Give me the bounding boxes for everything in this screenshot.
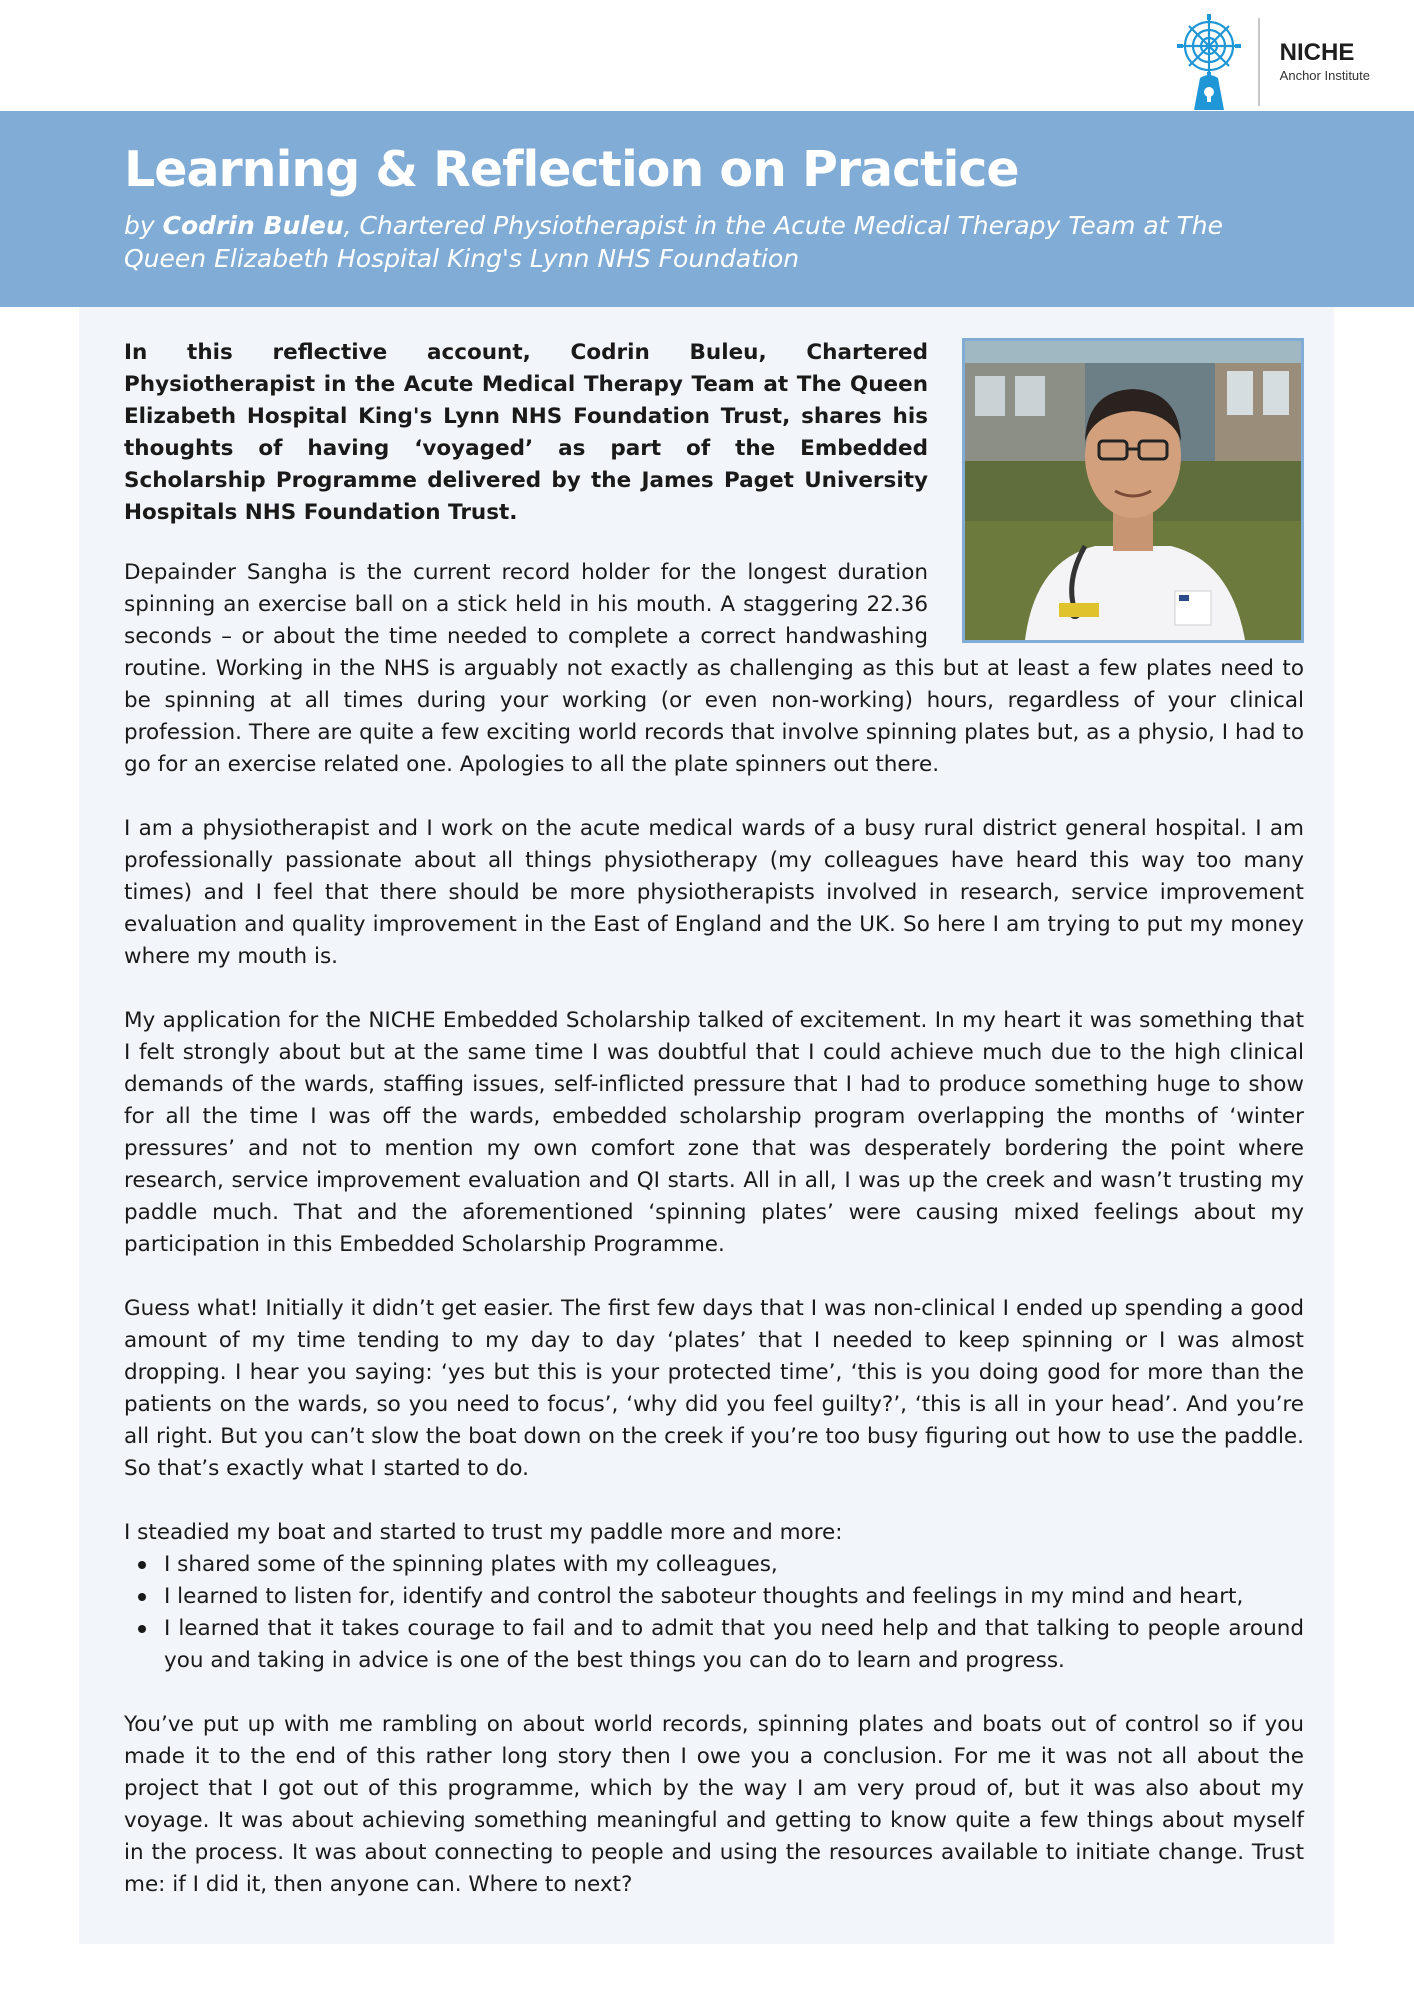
list-item: I shared some of the spinning plates with my colleagues,	[124, 1549, 1304, 1581]
page-title: Learning & Reflection on Practice	[124, 141, 1019, 198]
byline-prefix: by	[124, 211, 163, 240]
byline-role: , Chartered Physiotherapist in the Acute Medical Therapy Team at The Queen Elizabeth Hospital King's Lynn NHS Foundation	[124, 211, 1223, 273]
logo-name: NICHE	[1279, 39, 1355, 66]
list-item: I learned to listen for, identify and control the saboteur thoughts and feelings in my mind and heart,	[124, 1581, 1304, 1613]
body-paragraph-2: I am a physiotherapist and I work on the acute medical wards of a busy rural district general hospital. I am professionally passionate about all things physiotherapy (my colleagues have heard this way too many times) and I feel that there should be more physiotherapists involved in research, service improvement evaluation and quality improvement in the East of England and the UK. So here I am trying to put my money where my mouth is.	[124, 816, 1304, 969]
body-paragraph-1: Depainder Sangha is the current record holder for the longest duration spinning an exercise ball on a stick held in his mouth. A staggering 22.36 seconds – or about the time needed to complete a correct handwashing routine. Working in the NHS is arguably not exactly as challenging as this but at least a few plates need to be spinning at all times during your working (or even non-working) hours, regardless of your clinical profession. There are quite a few exciting world records that involve spinning plates but, as a physio, I had to go for an exercise related one. Apologies to all the plate spinners out there.	[124, 560, 1304, 777]
body-paragraph-3: My application for the NICHE Embedded Scholarship talked of excitement. In my heart it was something that I felt strongly about but at the same time I was doubtful that I could achieve much due to the high clinical demands of the wards, staffing issues, self-inflicted pressure that I had to produce something huge to show for all the time I was off the wards, embedded scholarship program overlapping the months of ‘winter pressures’ and not to mention my own comfort zone that was desperately bordering the point where research, service improvement evaluation and QI starts. All in all, I was up the creek and wasn’t trusting my paddle much. That and the aforementioned ‘spinning plates’ were causing mixed feelings about my participation in this Embedded Scholarship Programme.	[124, 1008, 1304, 1257]
lead-paragraph: In this reflective account, Codrin Buleu, Chartered Physiotherapist in the Acute Medical Therapy Team at The Queen Elizabeth Hospital King's Lynn NHS Foundation Trust, shares his thoughts of having ‘voyaged’ as part of the Embedded Scholarship Programme delivered by the James Paget University Hospitals NHS Foundation Trust.	[124, 340, 928, 525]
conclusion-paragraph: You’ve put up with me rambling on about world records, spinning plates and boats out of control so if you made it to the end of this rather long story then I owe you a conclusion. For me it was not all about the project that I got out of this programme, which by the way I am very proud of, but it was also about my voyage. It was about achieving something meaningful and getting to know quite a few things about myself in the process. It was about connecting to people and using the resources available to initiate change. Trust me: if I did it, then anyone can. Where to next?	[124, 1712, 1304, 1897]
article-body	[124, 337, 1304, 1933]
byline	[124, 209, 1264, 275]
reflection-list	[124, 1549, 1304, 1677]
list-item: I learned that it takes courage to fail and to admit that you need help and that talking to people around you and taking in advice is one of the best things you can do to learn and progress.	[124, 1613, 1304, 1677]
author-name: Codrin Buleu	[162, 211, 344, 240]
logo-divider	[1258, 18, 1260, 106]
niche-logo	[1174, 14, 1370, 110]
header-band	[0, 111, 1414, 307]
body-paragraph-4: Guess what! Initially it didn’t get easier. The first few days that I was non-clinical I ended up spending a good amount of my time tending to my day to day ‘plates’ that I needed to keep spinning or I was almost dropping. I hear you saying: ‘yes but this is your protected time’, ‘this is you doing good for more than the patients on the wards, so you need to focus’, ‘why did you feel guilty?’, ‘this is all in your head’. And you’re all right. But you can’t slow the boat down on the creek if you’re too busy figuring out how to use the paddle. So that’s exactly what I started to do.	[124, 1296, 1304, 1481]
author-portrait-image	[965, 341, 1301, 640]
author-photo	[962, 338, 1304, 643]
anchor-institute-logo-icon	[1174, 14, 1244, 110]
logo-subtitle: Anchor Institute	[1279, 68, 1370, 83]
list-intro-paragraph: I steadied my boat and started to trust my paddle more and more:	[124, 1520, 843, 1545]
